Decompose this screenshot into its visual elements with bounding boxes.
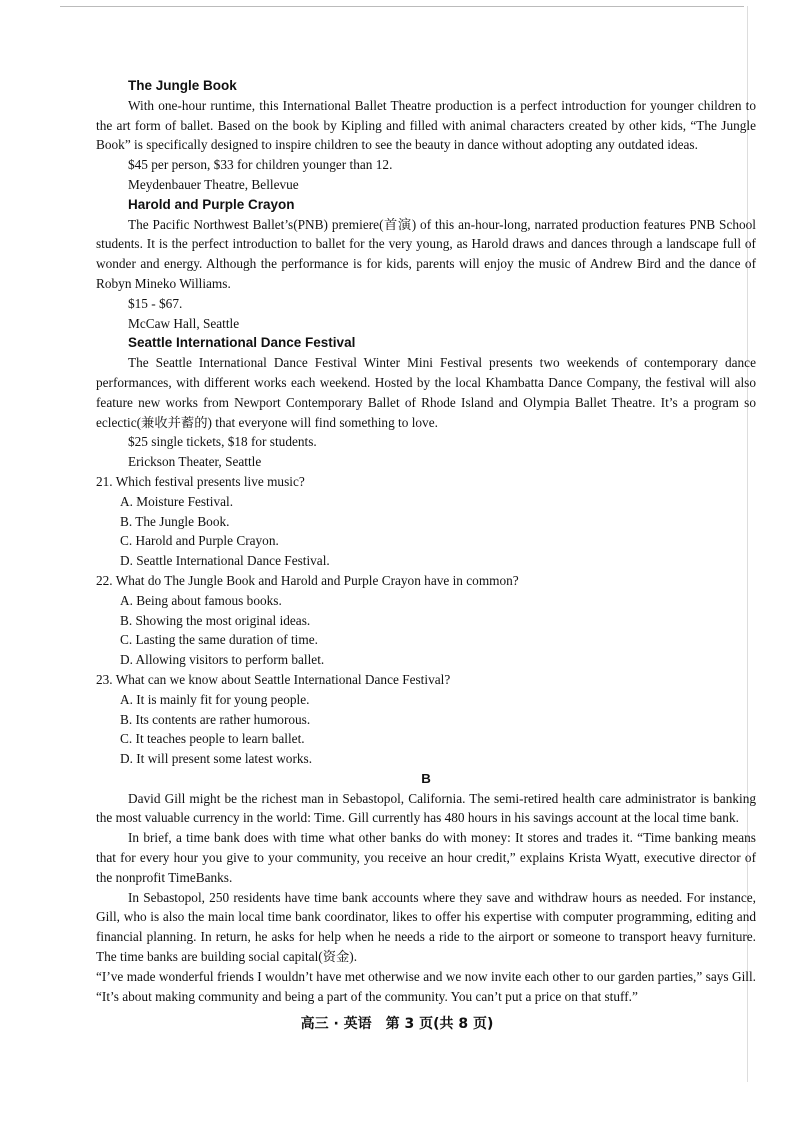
q21-option-c: C. Harold and Purple Crayon. [120, 533, 279, 549]
page-content [96, 76, 756, 1006]
item-price-seattle-festival: $25 single tickets, $18 for students. [128, 434, 317, 450]
section-label-b: B [421, 770, 431, 786]
passage-b-paragraph-4: “I’ve made wonderful friends I wouldn’t have met otherwise and we now invite each other to our garden parties,” says Gill. “It’s about making community and being a part of the community. You can’t put a price on that stuff.” [96, 968, 756, 1004]
item-price-harold: $15 - $67. [128, 295, 183, 311]
q21-option-d: D. Seattle International Dance Festival. [120, 553, 330, 569]
question-21-stem: 21. Which festival presents live music? [96, 473, 305, 489]
item-title-harold: Harold and Purple Crayon [128, 196, 295, 212]
question-23-options [96, 690, 756, 769]
item-title-seattle-festival: Seattle International Dance Festival [128, 335, 356, 351]
item-title-jungle-book: The Jungle Book [128, 78, 237, 93]
passage-b-paragraph-2: In brief, a time bank does with time what other banks do with money: It stores and trades it. “Time banking means that for every hour you give to your community, you receive an hour credit,” explains Krista Wyatt, executive director of the nonprofit TimeBanks. [96, 830, 756, 885]
item-body-seattle-festival: The Seattle International Dance Festival Winter Mini Festival presents two weekends of contemporary dance performances, with different works each weekend. Hosted by the local Khambatta Dance Company, the festival will also feature new works from Newport Contemporary Ballet of Rhode Island and Olympia Ballet Theatre. It’s a program so eclectic(兼收并蓄的) that everyone will find something to love. [96, 355, 756, 430]
q23-option-c: C. It teaches people to learn ballet. [120, 731, 305, 747]
q23-option-a: A. It is mainly fit for young people. [120, 691, 310, 707]
passage-b-paragraph-1: David Gill might be the richest man in Sebastopol, California. The semi-retired health care administrator is banking the most valuable currency in the world: Time. Gill currently has 480 hours in his savings account at the local time bank. [96, 790, 756, 826]
q21-option-a: A. Moisture Festival. [120, 493, 234, 509]
item-venue-harold: McCaw Hall, Seattle [128, 315, 240, 331]
q22-option-d: D. Allowing visitors to perform ballet. [120, 652, 325, 668]
question-23-stem: 23. What can we know about Seattle International Dance Festival? [96, 671, 451, 687]
q23-option-b: B. Its contents are rather humorous. [120, 711, 311, 727]
top-border-line [60, 6, 744, 7]
q22-option-c: C. Lasting the same duration of time. [120, 632, 318, 648]
question-22-stem: 22. What do The Jungle Book and Harold and Purple Crayon have in common? [96, 572, 519, 588]
page-footer: 高三 · 英语 第 3 页(共 8 页) [300, 1016, 494, 1032]
item-price-jungle-book: $45 per person, $33 for children younger than 12. [128, 157, 393, 173]
item-venue-jungle-book: Meydenbauer Theatre, Bellevue [128, 176, 299, 192]
item-venue-seattle-festival: Erickson Theater, Seattle [128, 454, 262, 470]
q22-option-b: B. Showing the most original ideas. [120, 612, 311, 628]
q22-option-a: A. Being about famous books. [120, 592, 282, 608]
question-21-options [96, 492, 756, 571]
q23-option-d: D. It will present some latest works. [120, 751, 313, 767]
q21-option-b: B. The Jungle Book. [120, 513, 230, 529]
passage-b-paragraph-3: In Sebastopol, 250 residents have time bank accounts where they save and withdraw hours as needed. For instance, Gill, who is also the main local time bank coordinator, likes to offer his expertise with computer programming, editing and financial planning. In return, he asks for help when he needs a ride to the airport or someone to transport heavy furniture. The time banks are building social capital(资金). [96, 889, 756, 965]
item-body-jungle-book: With one-hour runtime, this International Ballet Theatre production is a perfect introduction for younger children to the art form of ballet. Based on the book by Kipling and filled with animal characters created by other kids, “The Jungle Book” is specifically designed to inspire children to see the beauty in dance without adopting any outdated ideas. [96, 97, 756, 153]
item-body-harold: The Pacific Northwest Ballet’s(PNB) premiere(首演) of this an-hour-long, narrated production features PNB School students. It is the perfect introduction to ballet for the very young, as Harold draws and dances through a landscape full of wonder and energy. Although the performance is for kids, parents will enjoy the music of Andrew Bird and the dance of Robyn Mineko Williams. [96, 216, 756, 291]
